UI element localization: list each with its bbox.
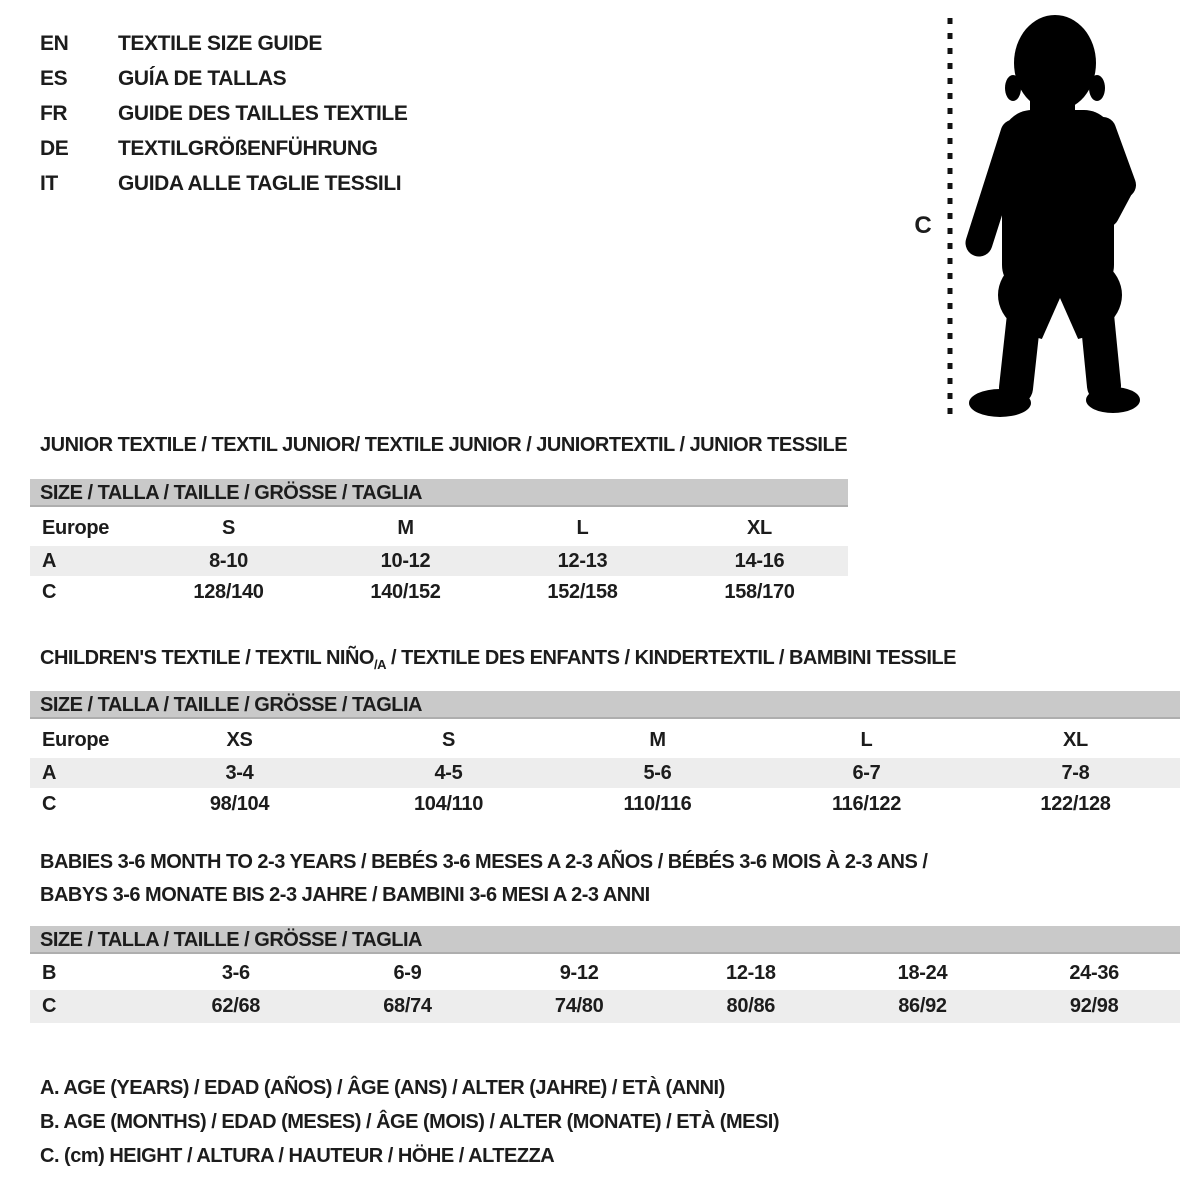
size-cell: S — [441, 728, 456, 751]
language-row — [40, 131, 407, 166]
age-cell: 4-5 — [434, 761, 463, 784]
size-cell: M — [397, 516, 414, 539]
row-label: B — [42, 962, 57, 984]
row-label: Europe — [42, 516, 110, 539]
height-measure-label: C — [914, 212, 932, 239]
table-row — [30, 576, 848, 608]
age-cell: 9-12 — [559, 962, 599, 984]
height-cell: 86/92 — [898, 995, 947, 1017]
height-cell: 116/122 — [831, 792, 902, 815]
children-title-subscript: /A — [373, 657, 386, 672]
language-row — [40, 166, 407, 201]
height-cell: 152/158 — [547, 580, 618, 603]
language-code: ES — [40, 66, 68, 90]
height-cell: 122/128 — [1040, 792, 1111, 815]
size-header-bar: SIZE / TALLA / TAILLE / GRÖSSE / TAGLIA — [30, 926, 1180, 954]
size-cell: M — [649, 728, 666, 751]
legend-line-b: B. AGE (MONTHS) / EDAD (MESES) / ÂGE (MOIS) / ALTER (MONATE) / ETÀ (MESI) — [40, 1111, 780, 1133]
legend — [40, 1071, 779, 1173]
language-row — [40, 61, 407, 96]
junior-size-table — [30, 479, 848, 608]
age-cell: 24-36 — [1069, 962, 1119, 984]
age-cell: 12-18 — [726, 962, 776, 984]
title-block — [40, 26, 407, 201]
height-cell: 68/74 — [383, 995, 432, 1017]
guide-title: TEXTILGRÖßENFÜHRUNG — [118, 136, 378, 160]
size-cell: XL — [1063, 728, 1088, 751]
age-cell: 18-24 — [897, 962, 948, 984]
legend-line-a: A. AGE (YEARS) / EDAD (AÑOS) / ÂGE (ANS) / ALTER (JAHRE) / ETÀ (ANNI) — [40, 1077, 725, 1099]
guide-title: TEXTILE SIZE GUIDE — [118, 31, 322, 55]
height-cell: 104/110 — [413, 792, 484, 815]
language-row — [40, 96, 407, 131]
size-cell: XL — [747, 516, 772, 539]
height-cell: 158/170 — [724, 580, 795, 603]
height-cell: 92/98 — [1069, 995, 1119, 1017]
table-row — [30, 990, 1180, 1023]
guide-title: GUIDA ALLE TAGLIE TESSILI — [118, 171, 402, 195]
row-label: A — [42, 549, 57, 572]
size-header-bar: SIZE / TALLA / TAILLE / GRÖSSE / TAGLIA — [30, 479, 848, 507]
legend-line-c: C. (cm) HEIGHT / ALTURA / HAUTEUR / HÖHE / ALTEZZA — [40, 1145, 555, 1167]
children-size-table — [30, 691, 1180, 820]
height-cell: 80/86 — [726, 995, 776, 1017]
row-label: C — [42, 580, 57, 603]
row-label: A — [42, 761, 57, 784]
size-header-bar: SIZE / TALLA / TAILLE / GRÖSSE / TAGLIA — [30, 691, 1180, 719]
babies-size-table — [30, 926, 1180, 1023]
guide-title: GUÍA DE TALLAS — [118, 66, 287, 90]
guide-title: GUIDE DES TAILLES TEXTILE — [118, 101, 408, 125]
language-row — [40, 26, 407, 61]
height-cell: 62/68 — [211, 995, 261, 1017]
age-cell: 3-4 — [225, 761, 254, 784]
size-cell: L — [576, 516, 589, 539]
size-cell: XS — [226, 728, 253, 751]
children-title-pre: CHILDREN'S TEXTILE / TEXTIL NIÑO — [40, 647, 374, 669]
age-cell: 7-8 — [1061, 761, 1090, 784]
age-cell: 6-9 — [393, 962, 422, 984]
toddler-silhouette — [900, 0, 1160, 430]
height-cell: 74/80 — [554, 995, 604, 1017]
language-code: IT — [40, 171, 58, 195]
age-cell: 14-16 — [734, 549, 785, 572]
language-code: EN — [40, 31, 69, 55]
children-title-post: / TEXTILE DES ENFANTS / KINDERTEXTIL / BAMBINI TESSILE — [385, 647, 956, 669]
row-label: C — [42, 792, 57, 815]
table-row — [30, 758, 1180, 788]
table-row — [30, 546, 848, 576]
children-section-title — [40, 647, 956, 672]
age-cell: 8-10 — [209, 549, 248, 572]
babies-section-title-line2: BABYS 3-6 MONATE BIS 2-3 JAHRE / BAMBINI 3-6 MESI A 2-3 ANNI — [40, 884, 650, 906]
table-row — [30, 510, 848, 546]
babies-section-title-line1: BABIES 3-6 MONTH TO 2-3 YEARS / BEBÉS 3-6 MESES A 2-3 AÑOS / BÉBÉS 3-6 MOIS À 2-3 ANS / — [40, 851, 928, 873]
language-code: FR — [40, 101, 68, 125]
table-row — [30, 722, 1180, 758]
height-cell: 140/152 — [370, 580, 441, 603]
age-cell: 10-12 — [380, 549, 431, 572]
age-cell: 5-6 — [643, 761, 672, 784]
height-cell: 110/116 — [623, 792, 692, 815]
toddler-silhouette-shape — [969, 15, 1140, 417]
language-code: DE — [40, 136, 69, 160]
height-cell: 98/104 — [209, 792, 270, 815]
size-cell: S — [221, 516, 236, 539]
age-cell: 3-6 — [221, 962, 250, 984]
table-row — [30, 788, 1180, 820]
row-label: Europe — [42, 728, 110, 751]
row-label: C — [42, 995, 57, 1017]
age-cell: 12-13 — [557, 549, 608, 572]
height-cell: 128/140 — [193, 580, 264, 603]
table-row — [30, 957, 1180, 990]
age-cell: 6-7 — [852, 761, 881, 784]
junior-section-title: JUNIOR TEXTILE / TEXTIL JUNIOR/ TEXTILE JUNIOR / JUNIORTEXTIL / JUNIOR TESSILE — [40, 434, 848, 456]
size-cell: L — [860, 728, 873, 751]
